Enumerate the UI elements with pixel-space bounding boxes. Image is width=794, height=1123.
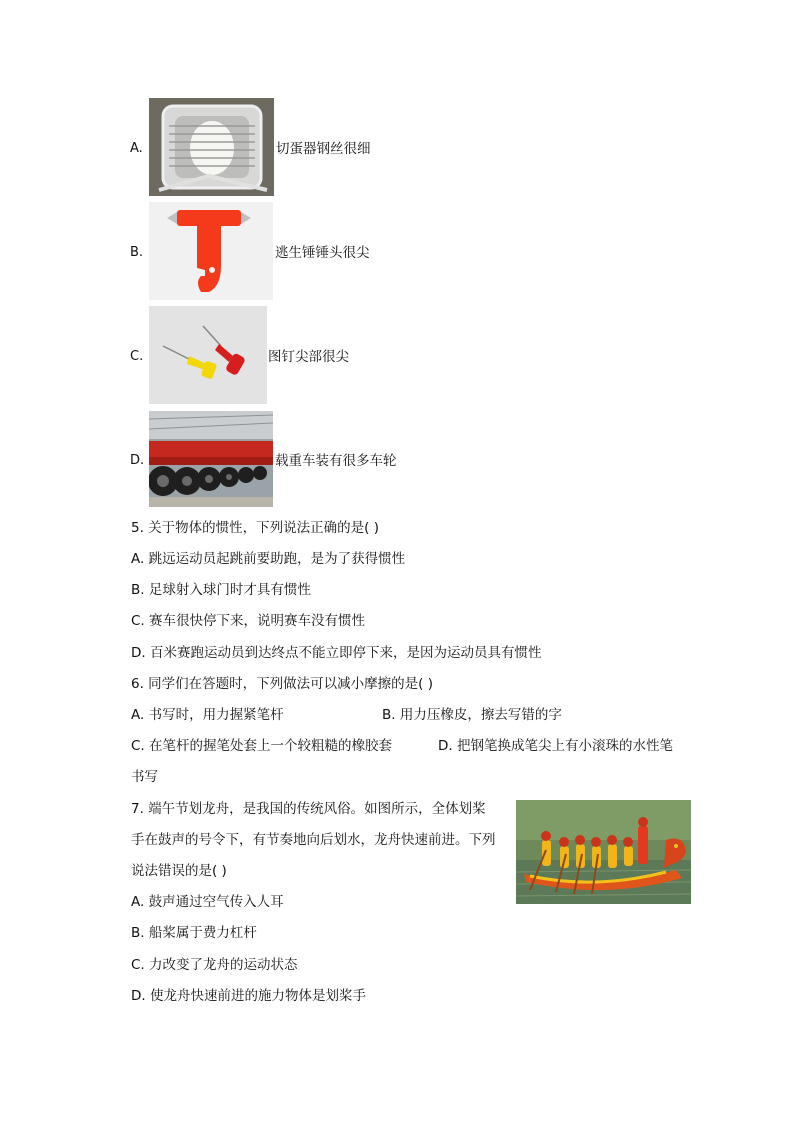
egg-slicer-image [149,98,274,196]
question-stem-line-2: 手在鼓声的号令下，有节奏地向后划水，龙舟快速前进。下列 [131,832,496,848]
option-b: B. 足球射入球门时才具有惯性 [131,582,311,598]
option-b: B. 用力压橡皮，擦去写错的字 [382,707,562,723]
option-d: D. 百米赛跑运动员到达终点不能立即停下来，是因为运动员具有惯性 [131,645,542,661]
option-d: D. 把钢笔换成笔尖上有小滚珠的水性笔 [438,738,673,754]
heavy-truck-image [149,411,273,507]
question-stem-line-1: 7. 端午节划龙舟，是我国的传统风俗。如图所示，全体划桨 [131,801,486,817]
option-a: A. 书写时，用力握紧笔杆 [131,707,284,723]
escape-hammer-image [149,202,273,300]
option-d: D. 使龙舟快速前进的施力物体是划桨手 [131,988,366,1004]
option-text: 切蛋器钢丝很细 [276,141,371,157]
thumbtacks-image [149,306,267,404]
option-text: 载重车装有很多车轮 [275,453,397,469]
question-stem: 5. 关于物体的惯性，下列说法正确的是( ) [131,520,379,536]
question-stem: 6. 同学们在答题时，下列做法可以减小摩擦的是( ) [131,676,433,692]
option-text: 逃生锤锤头很尖 [275,245,370,261]
question-stem-line-3: 说法错误的是( ) [131,863,227,879]
option-a: A. 跳远运动员起跳前要助跑，是为了获得惯性 [131,551,406,567]
dragon-boat-image [516,800,691,904]
option-letter: B. [130,245,144,260]
option-c: C. 赛车很快停下来，说明赛车没有惯性 [131,613,366,629]
option-c: C. 力改变了龙舟的运动状态 [131,957,298,973]
option-a: A. 鼓声通过空气传入人耳 [131,894,284,910]
option-letter: D. [130,453,145,468]
option-letter: A. [130,141,143,156]
option-letter: C. [130,349,144,364]
option-c: C. 在笔杆的握笔处套上一个较粗糙的橡胶套 [131,738,393,754]
option-b: B. 船桨属于费力杠杆 [131,925,257,941]
option-d-continuation: 书写 [131,769,158,785]
option-text: 图钉尖部很尖 [268,349,349,365]
